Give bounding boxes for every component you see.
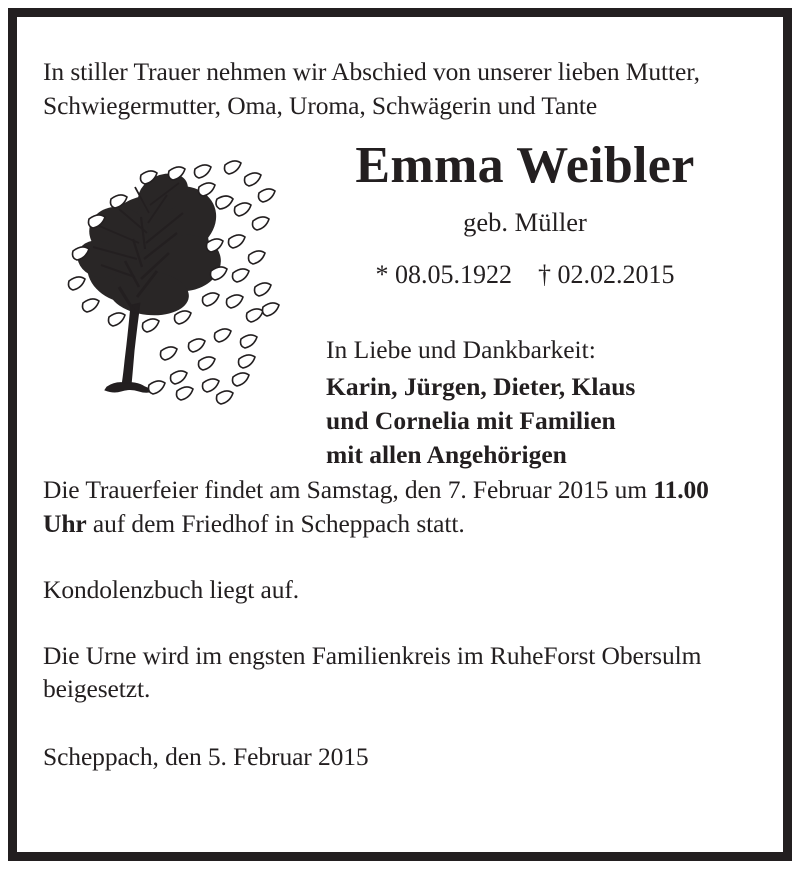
deceased-name-block <box>275 136 775 291</box>
maiden-name: geb. Müller <box>463 207 587 238</box>
family-name-row: und Cornelia mit Familien <box>326 405 616 435</box>
place-and-date: Scheppach, den 5. Februar 2015 <box>43 742 369 772</box>
condolence-book-text: Kondolenzbuch liegt auf. <box>43 574 300 604</box>
funeral-service-line2-suffix: auf dem Friedhof in Scheppach statt. <box>86 508 465 538</box>
deceased-name: Emma Weibler <box>355 136 695 194</box>
funeral-service-line1: Die Trauerfeier findet am Samstag, den 7. Februar 2015 <box>43 474 609 504</box>
urn-burial-text: Die Urne wird im engsten Familienkreis im RuheForst Obersulm beigesetzt. <box>43 640 702 704</box>
life-dates: * 08.05.1922 † 02.02.2015 <box>375 260 675 290</box>
funeral-service-line2-prefix: um <box>614 474 654 504</box>
service-details <box>43 473 757 774</box>
funeral-service-text <box>43 473 757 541</box>
family-name-row: Karin, Jürgen, Dieter, Klaus <box>326 371 636 401</box>
obituary-notice-card <box>8 8 792 861</box>
obituary-content <box>17 17 783 852</box>
tree-with-falling-leaves-icon <box>49 147 281 407</box>
gratitude-heading: In Liebe und Dankbarkeit: <box>326 334 596 364</box>
name-and-illustration-section <box>43 136 757 469</box>
gratitude-block <box>326 333 746 472</box>
intro-text: In stiller Trauer nehmen wir Abschied von unserer lieben Mutter, Schwiegermutter, Oma, Uroma, Schwägerin und Tante <box>43 57 700 120</box>
funeral-service-time: 11.00 Uhr <box>43 474 709 538</box>
family-name-row: mit allen Angehörigen <box>326 439 567 469</box>
family-names <box>326 370 746 472</box>
